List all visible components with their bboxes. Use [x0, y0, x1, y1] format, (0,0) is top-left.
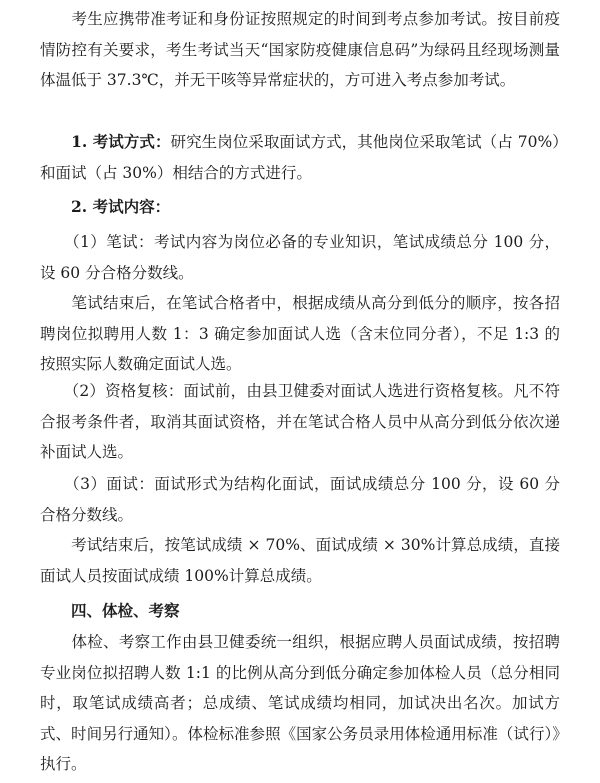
- heading-exam-content: 2. 考试内容：: [40, 197, 171, 216]
- paragraph-exam-method: [40, 127, 560, 188]
- heading-exam-method: 1. 考试方式：: [40, 132, 171, 151]
- paragraph-interview: （3）面试：面试形式为结构化面试，面试成绩总分 100 分，设 60 分合格分数线。: [40, 475, 560, 524]
- paragraph-exam-content-heading: [40, 192, 560, 223]
- paragraph-physical-exam: 体检、考察工作由县卫健委统一组织，根据应聘人员面试成绩，按招聘专业岗位拟招聘人数 1:1 的比例从高分到低分确定参加体检人员（总分相同时，取笔试成绩高者；总成绩、笔试成绩均相同，加试决出名次。加试方式、时间另行通知）。体检标准参照《国家公务员录用体检通用标准（试行）》执行。: [40, 633, 560, 773]
- paragraph-total-score: 考试结束后，按笔试成绩 × 70%、面试成绩 × 30%计算总成绩，直接面试人员按面试成绩 100%计算总成绩。: [40, 536, 560, 585]
- exam-method-text: 研究生岗位采取面试方式，其他岗位采取笔试（占 70%）和面试（占 30%）相结合的方式进行。: [40, 133, 560, 182]
- paragraph-section-four-heading: [40, 596, 560, 627]
- paragraph-qualification-review: （2）资格复核：面试前，由县卫健委对面试人选进行资格复核。凡不符合报考条件者，取消其面试资格，并在笔试合格人员中从高分到低分依次递补面试人选。: [40, 382, 560, 461]
- paragraph-after-written: 笔试结束后，在笔试合格者中，根据成绩从高分到低分的顺序，按各招聘岗位拟聘用人数 1：3 确定参加面试人选（含末位同分者），不足 1:3 的按照实际人数确定面试人选。: [40, 294, 560, 373]
- paragraph-exam-entry: 考生应携带准考证和身份证按照规定的时间到考点参加考试。按目前疫情防控有关要求，考生考试当天“国家防疫健康信息码”为绿码且经现场测量体温低于 37.3℃，并无干咳等异常症状的，方可进入考点参加考试。: [40, 10, 560, 89]
- paragraph-written-test: （1）笔试：考试内容为岗位必备的专业知识，笔试成绩总分 100 分，设 60 分合格分数线。: [40, 233, 560, 282]
- heading-physical-exam: 四、体检、考察: [40, 601, 180, 620]
